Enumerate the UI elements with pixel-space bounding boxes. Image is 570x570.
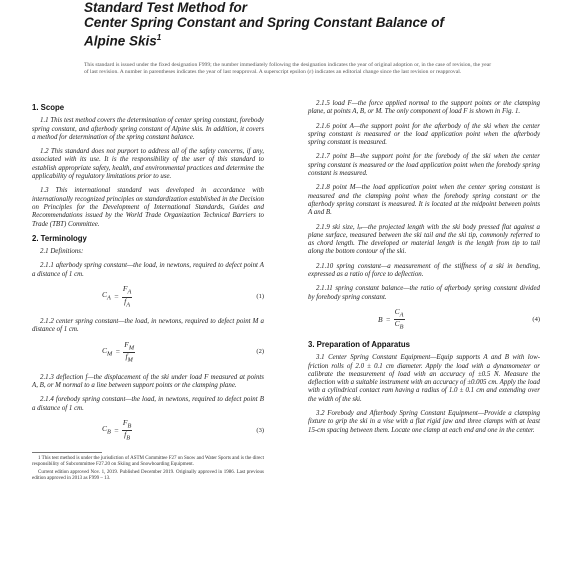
eq4-den-sub: B: [399, 323, 404, 331]
eq4-fraction: [394, 308, 405, 332]
para-2-1-11: 2.1.11 spring constant balance—the ratio of afterbody spring constant divided by forebody spring constant.: [308, 285, 540, 301]
title-line-1: Standard Test Method for: [84, 0, 248, 15]
para-3-1: 3.1 Center Spring Constant Equipment—Equip supports A and B with low-friction rolls of 2.0 ± 0.1 cm diameter. Apply the load with a dynamometer or calibrate the measurement of load with an accuracy of ±0.5 N. Measure the deflection with a suitable instrument with an accuracy of ±0.005 cm. Apply the load with a cylindrical contact ram having a radius of 1.0 ± 0.1 cm and extending over the width of the ski.: [308, 354, 540, 403]
title-line-3: [84, 30, 504, 49]
section-preparation-heading: 3. Preparation of Apparatus: [308, 339, 410, 349]
eq1-den: f: [124, 296, 127, 306]
equation-3: [32, 419, 264, 443]
para-2-1-1: 2.1.1 afterbody spring constant—the load, in newtons, required to defect point A a distance of 1 cm.: [32, 262, 264, 278]
title-line-3-text: Alpine Skis: [84, 33, 157, 49]
title-line-2: Center Spring Constant and Spring Constant Balance of: [84, 15, 445, 30]
designation-notice: This standard is issued under the fixed designation F999; the number immediately following the designation indicates the year of original adoption or, in the case of revision, the year of last revision. A number in parentheses indicates the year of last reapproval. A superscript epsilon (ε) indicates an editorial change since the last revision or reapproval.: [84, 62, 492, 75]
equation-4-formula: B = $\frac{C_A}{C_B}$: [378, 306, 404, 331]
equation-1: [32, 285, 264, 309]
section-terminology-heading: 2. Terminology: [32, 233, 87, 243]
para-1-3: 1.3 This international standard was developed in accordance with internationally recognized principles on standardization established in the Decision on Principles for the Development of International Standards, Guides and Recommendations issued by the World Trade Organization Technical Barriers to Trade (TBT) Committee.: [32, 187, 264, 228]
eq3-lhs-sub: B: [107, 428, 111, 436]
eq1-fraction: [122, 285, 132, 309]
eq3-fraction: [122, 419, 132, 443]
eq3-den-sub: B: [126, 434, 131, 442]
para-2-1-2: 2.1.2 center spring constant—the load, in newtons, required to defect point M a distance of 1 cm.: [32, 318, 264, 334]
equation-2: [32, 341, 264, 365]
para-3-2: 3.2 Forebody and Afterbody Spring Constant Equipment—Provide a clamping fixture to grip the ski in a vise with a flat rigid jaw and three clamps with at least 15-cm spacing between them. Locate one clamp at each end and one in the center.: [308, 410, 540, 434]
equation-2-number: (2): [256, 348, 264, 356]
equation-1-formula: $C_A$ = $\frac{F_A}{f_A}$: [102, 284, 132, 309]
para-2-1-3: 2.1.3 deflection f—the displacement of the ski under load F measured at points A, B, or M normal to a line between support points or the clamping plane.: [32, 373, 264, 389]
eq4-den: C: [394, 319, 400, 329]
equation-4: [308, 308, 540, 332]
eq2-lhs: C: [102, 345, 108, 355]
para-2-1-6: 2.1.6 point A—the support point for the afterbody of the ski when the center spring constant is measured or the load application point when the afterbody spring constant is measured.: [308, 122, 540, 147]
para-2-1-5: 2.1.5 load F—the force applied normal to the support points or the clamping plane, at points A, B, or M. The only component of load F is shown in Fig. 1.: [308, 100, 540, 116]
eq2-den-sub: M: [127, 356, 133, 364]
eq4-lhs: B: [378, 314, 383, 324]
eq2-num-sub: M: [128, 344, 135, 352]
equation-1-number: (1): [256, 292, 264, 300]
eq3-num: F: [122, 417, 128, 427]
eq1-lhs: C: [102, 290, 108, 300]
eq4-num: C: [394, 306, 400, 316]
document-title: [84, 0, 504, 49]
footnote-rule: [32, 452, 102, 453]
eq2-num: F: [124, 339, 129, 349]
equation-3-formula: $C_B$ = $\frac{F_B}{f_B}$: [102, 417, 132, 442]
eq2-den: f: [125, 352, 128, 362]
eq1-lhs-sub: A: [107, 294, 111, 302]
para-1-1: 1.1 This test method covers the determination of center spring constant, forebody spring constant, and afterbody spring constant of Alpine skis. In addition, it covers a method for determination of the spring constant balance.: [32, 117, 264, 141]
eq1-num-sub: A: [127, 288, 132, 296]
para-2-1-10: 2.1.10 spring constant—a measurement of the stiffness of a ski in bending, expressed as a ratio of force to deflection.: [308, 262, 540, 279]
title-footnote-marker: 1: [156, 33, 162, 42]
para-2-1-8: 2.1.8 point M—the load application point when the center spring constant is measured and the clamping point when the forebody spring constant or the afterbody spring constant is measured. It is located at the midpoint between points A and B.: [308, 184, 540, 217]
footnote-2: Current edition approved Nov. 1, 2019. Published December 2019. Originally approved in 1986. Last previous edition approved in 2013 as F999 – 13.: [32, 469, 264, 481]
eq2-fraction: [123, 341, 135, 365]
eq3-lhs: C: [102, 423, 108, 433]
footnotes: [32, 456, 264, 482]
left-column: [32, 100, 264, 484]
footnote-1: 1 This test method is under the jurisdiction of ASTM Committee F27 on Snow and Water Sports and is the direct responsibility of Subcommittee F27.20 on Skiing and Snowboarding Equipment.: [32, 455, 264, 467]
para-1-2: 1.2 This standard does not purport to address all of the safety concerns, if any, associated with its use. It is the responsibility of the user of this standard to establish appropriate safety, health, and environmental practices and determine the applicability of regulatory limitations prior to use.: [32, 148, 264, 181]
section-scope-heading: 1. Scope: [32, 103, 65, 112]
equation-2-formula: $C_M$ = $\frac{F_M}{f_M}$: [102, 339, 135, 364]
eq1-num: F: [122, 284, 128, 294]
eq2-lhs-sub: M: [107, 350, 113, 358]
eq1-den-sub: A: [126, 301, 131, 309]
para-2-1: 2.1 Definitions:: [40, 248, 84, 256]
eq3-den: f: [124, 430, 127, 440]
para-2-1-4: 2.1.4 forebody spring constant—the load, in newtons, required to defect point B a distance of 1 cm.: [32, 396, 264, 412]
eq3-num-sub: B: [127, 422, 132, 430]
equation-4-number: (4): [532, 315, 540, 323]
para-2-1-9: 2.1.9 ski size, lₚ—the projected length with the ski body pressed flat against a plane surface, measured between the ski tail and the ski tip, commonly referred to as chord length. The developed or material length is the length from tip to tail along the bottom contour of the ski.: [308, 223, 540, 256]
equation-3-number: (3): [256, 426, 264, 434]
right-column: [308, 100, 540, 441]
para-2-1-7: 2.1.7 point B—the support point for the forebody of the ski when the center spring constant is measured or the load application point when the forebody spring constant is measured.: [308, 153, 540, 178]
eq4-num-sub: A: [399, 311, 404, 319]
